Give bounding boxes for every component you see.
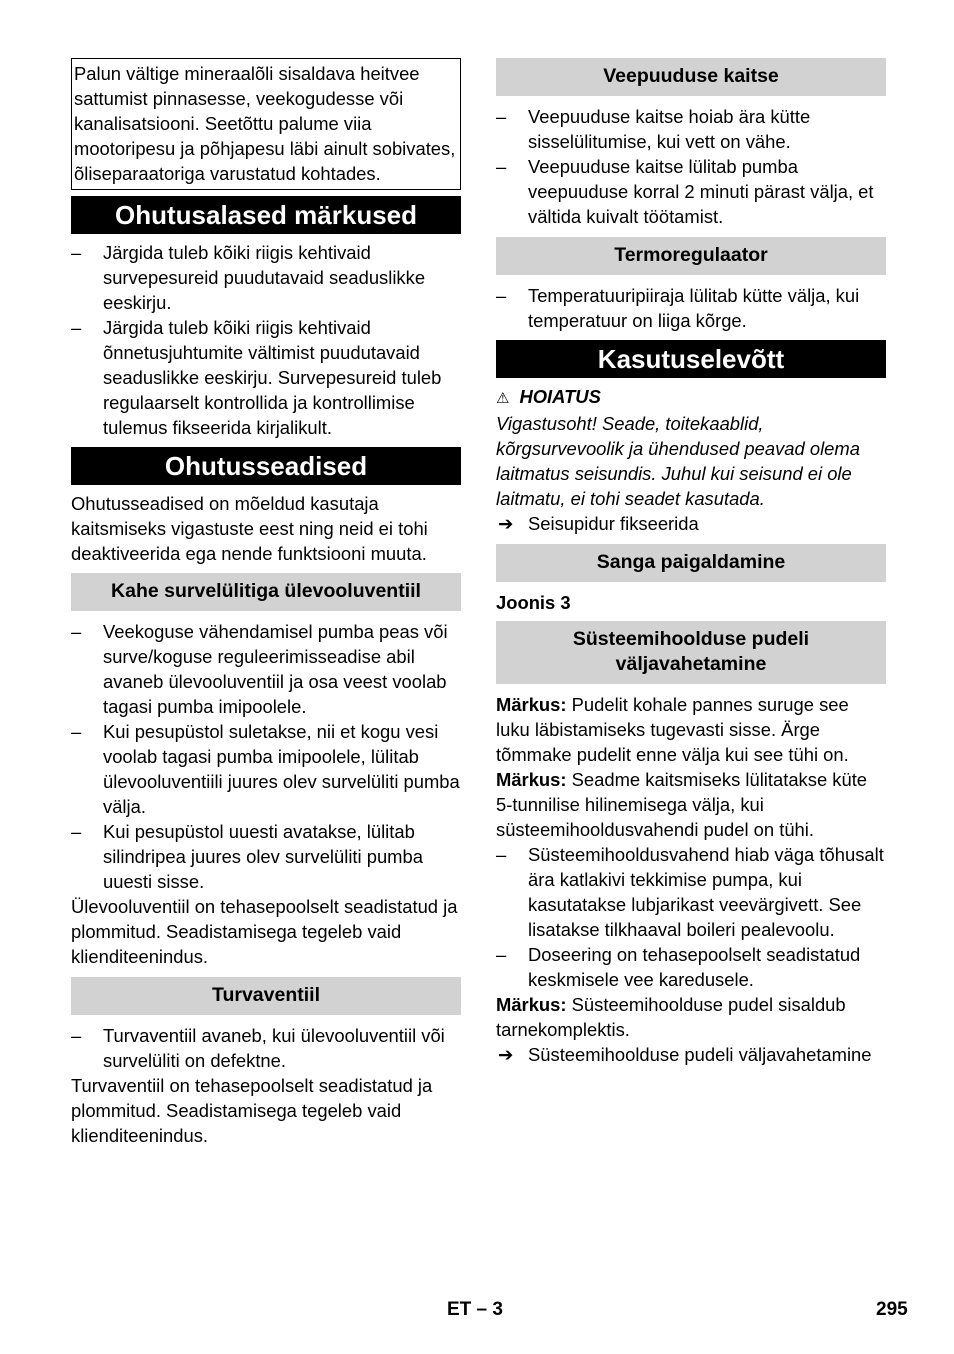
arrow-icon: ➔ <box>498 1044 514 1065</box>
note-label: Märkus: <box>496 769 567 790</box>
footer-section-label: ET – 3 <box>447 1299 503 1320</box>
note-label: Märkus: <box>496 994 567 1015</box>
heading-bottle: Süsteemihoolduse pudeli väljavahetamine <box>496 621 886 684</box>
note-paragraph <box>496 992 886 1042</box>
heading-overflow-valve: Kahe survelülitiga ülevooluventiil <box>71 573 461 611</box>
list-item: – Temperatuuripiiraja lülitab kütte välja, kui temperatuur on liiga kõrge. <box>496 283 886 333</box>
thermostat-list <box>496 283 886 333</box>
instruction-step <box>496 511 886 536</box>
list-item: – Süsteemihooldusvahend hiab väga tõhusalt ära katlakivi tekkimise pumpa, kui kasutatakse lubjarikast veevärgivett. See lisatakse tilkhaaval boileri pealevoolu. <box>496 842 886 942</box>
overflow-valve-outro: Ülevooluventiil on tehasepoolselt seadistatud ja plommitud. Seadistamisega tegeleb vaid klienditeenindus. <box>71 896 458 967</box>
warning-title <box>496 384 886 411</box>
list-item: – Järgida tuleb kõiki riigis kehtivaid survepesureid puudutavaid seaduslikke eeskirju. <box>71 240 461 315</box>
list-item: – Kui pesupüstol suletakse, nii et kogu vesi voolab tagasi pumba imipoolele, lülitab ülevooluventiili juures olev survelüliti pumba välja. <box>71 719 461 819</box>
arrow-icon: ➔ <box>498 513 514 534</box>
note-text: Seadme kaitsmiseks lülitatakse küte 5-tunnilise hilinemisega välja, kui süsteemihooldusvahendi pudel on tühi. <box>496 769 868 840</box>
heading-thermostat: Termoregulaator <box>496 237 886 275</box>
note-paragraph <box>496 767 886 842</box>
heading-safety-valve: Turvaventiil <box>71 977 461 1015</box>
step-text: Seisupidur fikseerida <box>528 513 699 534</box>
warning-text: Vigastusoht! Seade, toitekaablid, kõrgsurvevoolik ja ühendused peavad olema laitmatus seisundis. Juhul kui seisund ei ole laitmatu, ei tohi seadet kasutada. <box>496 413 860 509</box>
list-item: – Veepuuduse kaitse hoiab ära kütte sisselülitumise, kui vett on vähe. <box>496 104 886 154</box>
heading-safety-devices: Ohutusseadised <box>71 447 461 485</box>
heading-safety-notes: Ohutusalased märkused <box>71 196 461 234</box>
safety-notes-list <box>71 240 461 440</box>
safety-valve-list <box>71 1023 461 1073</box>
list-item: – Turvaventiil avaneb, kui ülevooluventiil või survelüliti on defektne. <box>71 1023 461 1073</box>
left-column <box>71 58 461 1148</box>
step-text: Süsteemihoolduse pudeli väljavahetamine <box>528 1044 872 1065</box>
list-item: – Veepuuduse kaitse lülitab pumba veepuuduse korral 2 minuti pärast välja, et vältida kuivalt töötamist. <box>496 154 886 229</box>
heading-handle: Sanga paigaldamine <box>496 544 886 582</box>
list-item: – Doseering on tehasepoolselt seadistatud keskmisele vee karedusele. <box>496 942 886 992</box>
environment-notice: Palun vältige mineraalõli sisaldava heitvee sattumist pinnasesse, veekogudesse või kanalisatsiooni. Seetõttu palume viia mootoripesu ja põhjapesu läbi ainult sobivates, õliseparaatoriga varustatud kohtades. <box>71 58 461 190</box>
heading-commissioning: Kasutuselevõtt <box>496 340 886 378</box>
right-column <box>496 58 886 1067</box>
note-label: Märkus: <box>496 694 567 715</box>
instruction-step <box>496 1042 886 1067</box>
safety-devices-intro: Ohutusseadised on mõeldud kasutaja kaitsmiseks vigastuste eest ning neid ei tohi deaktiveerida ega nende funktsiooni muuta. <box>71 493 428 564</box>
list-item: – Järgida tuleb kõiki riigis kehtivaid õnnetusjuhtumite vältimist puudutavaid seaduslikke eeskirju. Survepesureid tuleb regulaarselt kontrollida ja kontrollimise tulemus fikseerida kirjalikult. <box>71 315 461 440</box>
warning-icon: ⚠ <box>496 390 510 407</box>
note-text: Süsteemihoolduse pudel sisaldub tarnekomplektis. <box>496 994 846 1040</box>
overflow-valve-list <box>71 619 461 894</box>
note-text: Pudelit kohale pannes suruge see luku läbistamiseks tugevasti sisse. Ärge tõmmake pudelit enne välja kui see tühi on. <box>496 694 849 765</box>
heading-water-shortage: Veepuuduse kaitse <box>496 58 886 96</box>
list-item: – Veekoguse vähendamisel pumba peas või surve/koguse reguleerimisseadise abil avaneb ülevooluventiil ja osa veest voolab tagasi pumba imipoolele. <box>71 619 461 719</box>
water-shortage-list <box>496 104 886 229</box>
page-number: 295 <box>876 1299 908 1320</box>
safety-valve-outro: Turvaventiil on tehasepoolselt seadistatud ja plommitud. Seadistamisega tegeleb vaid klienditeenindus. <box>71 1075 433 1146</box>
warning-label: HOIATUS <box>519 386 601 407</box>
list-item: – Kui pesupüstol uuesti avatakse, lülitab silindripea juures olev survelüliti pumba uuesti sisse. <box>71 819 461 894</box>
note-paragraph <box>496 692 886 767</box>
figure-reference: Joonis 3 <box>496 592 571 613</box>
bottle-list <box>496 842 886 992</box>
